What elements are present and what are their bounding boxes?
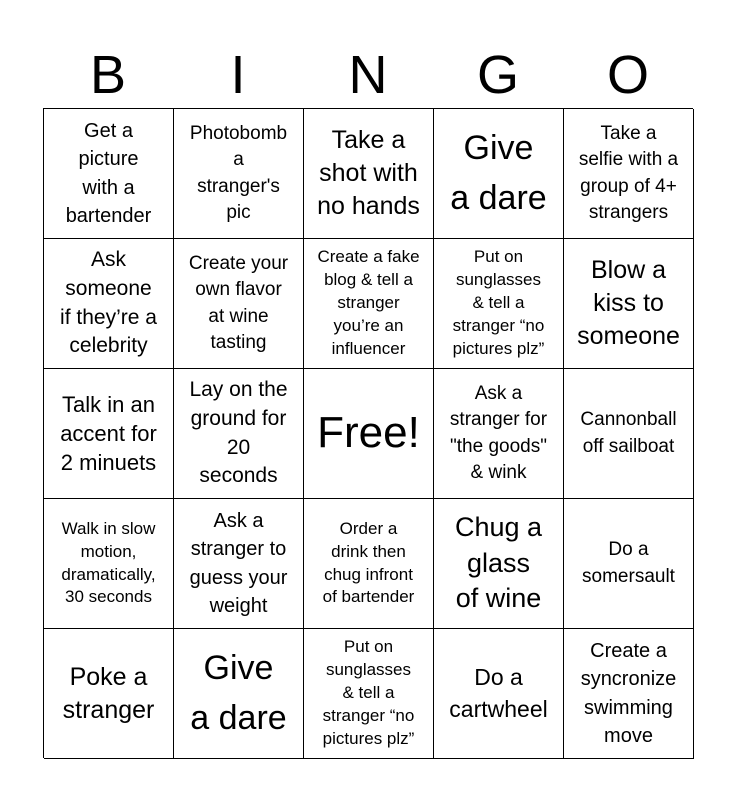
bingo-cell[interactable]: Walk in slow motion, dramatically, 30 seconds <box>44 499 174 629</box>
bingo-cell[interactable]: Lay on the ground for 20 seconds <box>174 369 304 499</box>
bingo-cell[interactable]: Get a picture with a bartender <box>44 109 174 239</box>
header-letter-o: O <box>606 45 649 105</box>
bingo-cell[interactable]: Create a fake blog & tell a stranger you’re an influencer <box>304 239 434 369</box>
header-letter-b: B <box>89 45 127 105</box>
bingo-cell[interactable]: Ask a stranger to guess your weight <box>174 499 304 629</box>
header-letter-n: N <box>348 45 388 105</box>
bingo-cell[interactable]: Ask a stranger for "the goods" & wink <box>434 369 564 499</box>
bingo-cell[interactable]: Put on sunglasses & tell a stranger “no pictures plz” <box>304 629 434 759</box>
bingo-cell[interactable]: Give a dare <box>434 109 564 239</box>
bingo-cell[interactable]: Photobomb a stranger's pic <box>174 109 304 239</box>
bingo-cell[interactable]: Order a drink then chug infront of bartender <box>304 499 434 629</box>
bingo-cell[interactable]: Take a shot with no hands <box>304 109 434 239</box>
bingo-cell[interactable]: Create a syncronize swimming move <box>564 629 694 759</box>
bingo-cell[interactable]: Create your own flavor at wine tasting <box>174 239 304 369</box>
bingo-cell[interactable]: Chug a glass of wine <box>434 499 564 629</box>
bingo-cell[interactable]: Ask someone if they’re a celebrity <box>44 239 174 369</box>
free-space[interactable]: Free! <box>304 369 434 499</box>
header-letter-g: G <box>476 45 519 105</box>
bingo-cell[interactable]: Blow a kiss to someone <box>564 239 694 369</box>
bingo-cell[interactable]: Put on sunglasses & tell a stranger “no pictures plz” <box>434 239 564 369</box>
bingo-cell[interactable]: Do a somersault <box>564 499 694 629</box>
bingo-cell[interactable]: Talk in an accent for 2 minuets <box>44 369 174 499</box>
bingo-cell[interactable]: Give a dare <box>174 629 304 759</box>
bingo-header <box>43 40 693 108</box>
bingo-cell[interactable]: Poke a stranger <box>44 629 174 759</box>
bingo-cell[interactable]: Do a cartwheel <box>434 629 564 759</box>
header-letter-i: I <box>230 45 246 105</box>
bingo-cell[interactable]: Take a selfie with a group of 4+ strangers <box>564 109 694 239</box>
bingo-cell[interactable]: Cannonball off sailboat <box>564 369 694 499</box>
bingo-board <box>43 108 693 758</box>
